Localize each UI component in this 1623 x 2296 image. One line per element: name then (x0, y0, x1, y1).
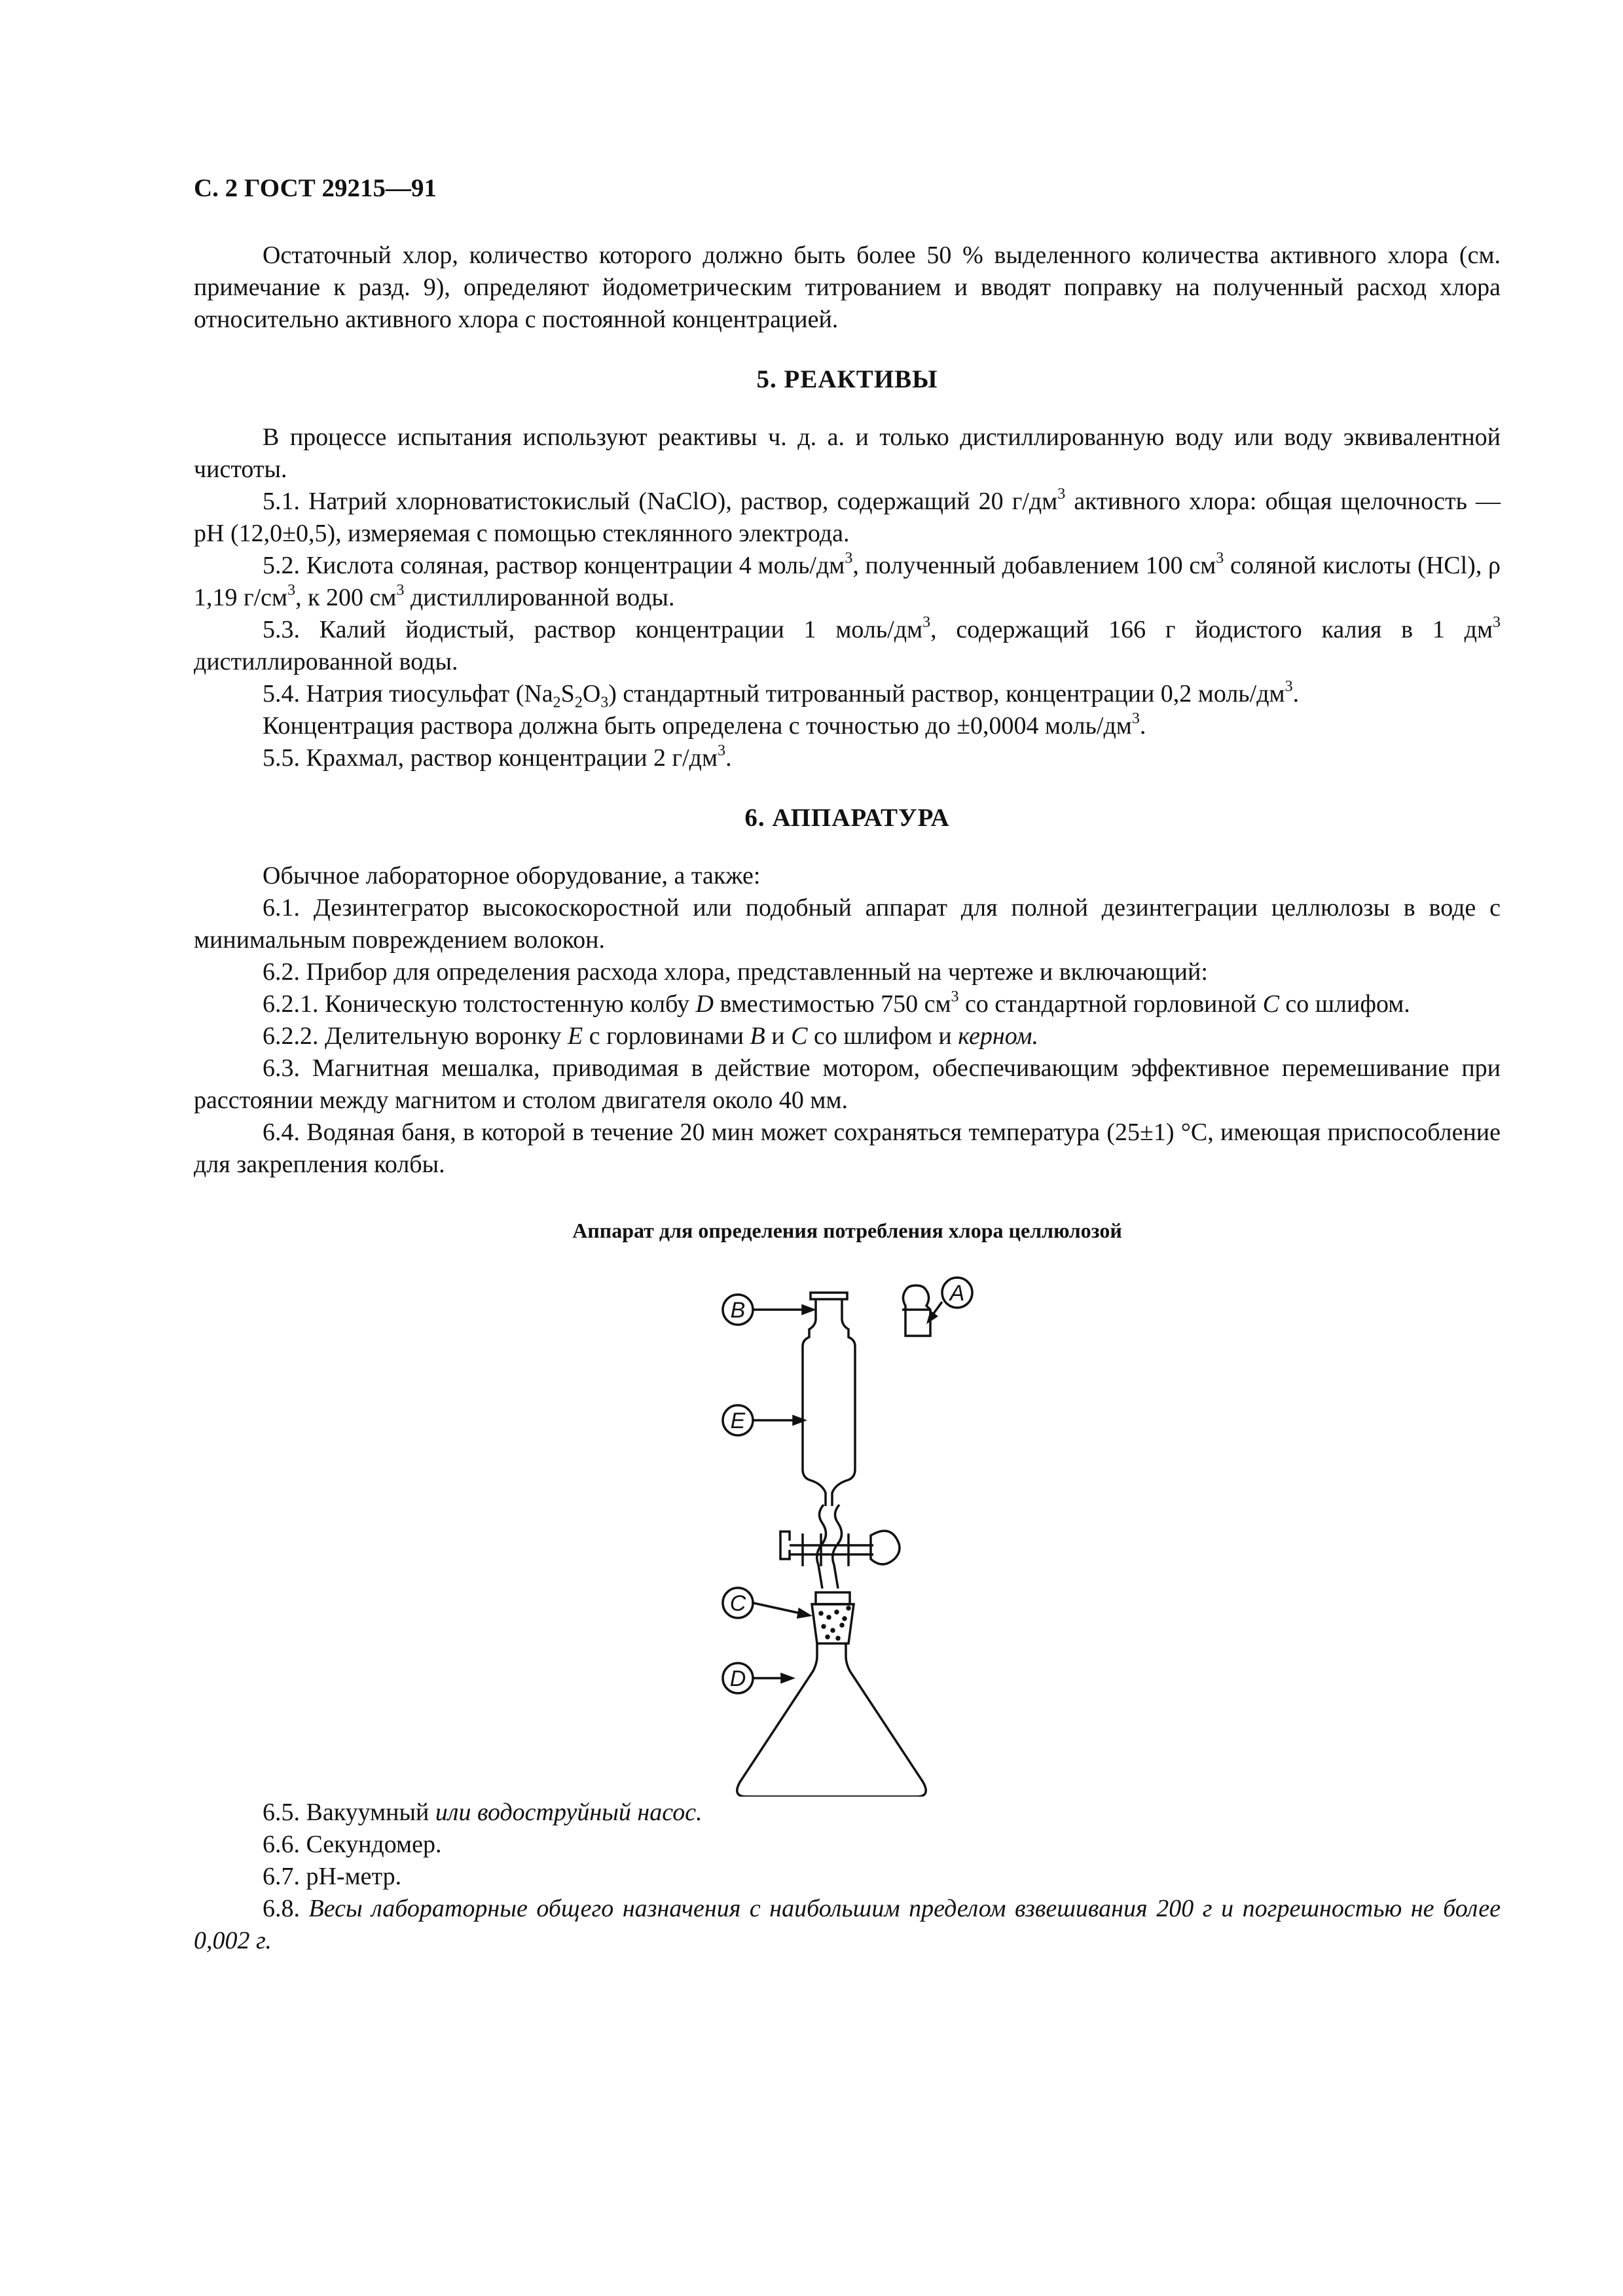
item-5-4: 5.4. Натрия тиосульфат $(Na_2S_2O_3)$ стандартный титрованный раствор, концентрации 0,2 моль/$дм^3$. (263, 678, 1300, 711)
label-a-callout (942, 1278, 972, 1308)
conical-flask-d (737, 1643, 926, 1797)
item-6-6: 6.6. Секундомер. (263, 1831, 442, 1858)
item-5-3: 5.3. Калий йодистый, раствор концентрации 1 моль/$дм^3$, содержащий 166 г йодистого калия в 1 $дм^3$ дистиллированной воды. (194, 614, 1501, 675)
item-6-2-1: 6.2.1. Коническую толстостенную колбу D вместимостью 750 $см^3$ со стандартной горловиной C со шлифом. (263, 988, 1410, 1018)
item-6-1: 6.1. Дезинтегратор высокоскоростной или подобный аппарат для полной дезинтеграции целлюлозы в воде с минимальным повреждением волокон. (194, 894, 1501, 954)
intro-paragraph: Остаточный хлор, количество которого должно быть более 50 % выделенного количества активного хлора (см. примечание к разд. 9), определяют йодометрическим титрованием и вводят поправку на полученный расход хлора относительно активного хлора с постоянной концентрацией. (194, 242, 1501, 333)
svg-text:D: D (729, 1666, 746, 1691)
document-page (194, 173, 1501, 1957)
item-6-7: 6.7. pH-метр. (263, 1863, 402, 1890)
figure-title: Аппарат для определения потребления хлора целлюлозой (572, 1219, 1122, 1242)
item-5-4-note: Концентрация раствора должна быть определена с точностью до ±0,0004 моль/$дм^3$. (263, 710, 1146, 740)
svg-text:C: C (729, 1591, 746, 1616)
section-6-title: 6. АППАРАТУРА (744, 804, 950, 832)
section-6-intro: Обычное лабораторное оборудование, а также: (263, 862, 761, 889)
page-header: С. 2 ГОСТ 29215—91 (194, 174, 437, 202)
item-6-4: 6.4. Водяная баня, в которой в течение 20 мин может сохраняться температура (25±1) °С, имеющая приспособление для закрепления колбы. (194, 1119, 1501, 1178)
svg-text:B: B (730, 1298, 746, 1323)
label-e-callout (723, 1405, 804, 1435)
item-6-2-2: 6.2.2. Делительную воронку E с горловинами B и C со шлифом и керном. (263, 1022, 1039, 1050)
svg-text:A: A (949, 1281, 965, 1306)
section-5-title: 5. РЕАКТИВЫ (756, 365, 938, 393)
label-d-callout (723, 1663, 792, 1693)
apparatus-figure (194, 1273, 1501, 1797)
item-6-2: 6.2. Прибор для определения расхода хлора, представленный на чертеже и включающий: (263, 958, 1208, 986)
item-5-2: 5.2. Кислота соляная, раствор концентрации 4 моль/$дм^3$, полученный добавлением 100 $см^3$ соляной кислоты (HCl), ρ 1,19 $г/см^3$, к 200 $см^3$ дистиллированной воды. (194, 550, 1501, 611)
item-6-3: 6.3. Магнитная мешалка, приводимая в действие мотором, обеспечивающим эффективное перемешивание при расстоянии между магнитом и столом двигателя около 40 мм. (194, 1054, 1501, 1114)
item-6-5: 6.5. Вакуумный или водоструйный насос. (263, 1799, 702, 1826)
label-b-callout (723, 1295, 813, 1325)
item-5-5: 5.5. Крахмал, раствор концентрации 2 $г/дм^3$. (263, 742, 732, 772)
section-5-intro: В процессе испытания используют реактивы ч. д. а. и только дистиллированную воду или воду эквивалентной чистоты. (194, 423, 1501, 483)
stopcock (780, 1531, 900, 1566)
label-c-callout (723, 1588, 809, 1618)
item-5-1: 5.1. Натрий хлорноватистокислый (NaClO), раствор, содержащий 20 $г/дм^3$ активного хлора: общая щелочность — pH (12,0±0,5), измеряемая с помощью стеклянного электрода. (194, 486, 1501, 547)
svg-text:E: E (730, 1408, 746, 1433)
ground-joint-c (812, 1592, 854, 1643)
funnel-stopper-a (902, 1285, 942, 1336)
item-6-8: 6.8. Весы лабораторные общего назначения с наибольшим пределом взвешивания 200 г и погрешностью не более 0,002 г. (194, 1895, 1501, 1954)
separating-funnel-e (803, 1293, 855, 1588)
